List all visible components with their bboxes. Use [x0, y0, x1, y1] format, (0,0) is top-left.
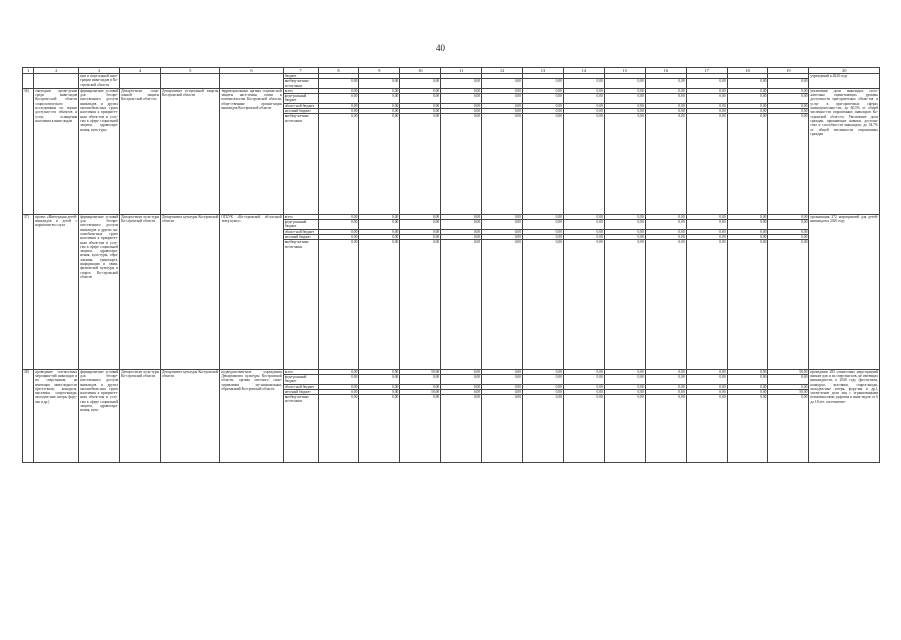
item-result: увеличение доли инвалидов, поло-жительно оцени-вающих уровень доступности при-оритетных объек-тов и услуг в при-оритетных сферах жизнедеятельно-сти, до 60,5% от общей численно-сти опрошенных инвалидов Ко-стромской обла-сти. Увеличение доли граждан, признающих навыки, достоин-ства и способно-сти инвалидов, до 54,7% от общей численности опрошенных граждан	[809, 88, 880, 214]
cell-value: 0,00	[563, 88, 604, 93]
cell-value: 0,00	[441, 234, 482, 239]
cell-fund-source: бюджет	[283, 74, 318, 79]
item-goal: формирова-ние условий для беспре-пятственного доступа инвалидов и других маломобиль-ных групп населения к приоритет-ным объек-там и услу-гам в сфере социальной защиты, здравоохра-нения, куль-туры	[79, 88, 120, 214]
cell-value: 0,00	[318, 240, 359, 369]
item-name: проведение сов-местных мероприя-тий инвалидов и их сверстников, не имеющих инва-лидности (фести-вали, конкурсы, выставки, спарта-киады, молодеж-ные лагеря, фору-мы и др.)	[34, 369, 79, 462]
cell-value: 0,00	[482, 88, 523, 93]
cell-value: 0,00	[359, 103, 400, 108]
cell-value: 50,00	[400, 389, 441, 394]
cell-value: 0,00	[686, 389, 727, 394]
cell-value: 0,00	[645, 234, 686, 239]
cell-value: 0,00	[768, 214, 809, 219]
cell-value: 0,00	[563, 103, 604, 108]
item-responsible: Департамент со-циальной защиты Костромской области	[161, 88, 220, 214]
cell-value: 0,00	[604, 79, 645, 89]
cell-value: 0,00	[400, 79, 441, 89]
cell-value: 0,00	[441, 79, 482, 89]
cell-value: 0,00	[563, 79, 604, 89]
cell-value: 0,00	[441, 88, 482, 93]
cell-value: 0,00	[441, 240, 482, 369]
cell-value: 0,00	[359, 384, 400, 389]
cell-value: 0,00	[768, 395, 809, 462]
header-cell: 16	[645, 68, 686, 74]
cell-value: 0,00	[318, 103, 359, 108]
cell-value: 0,00	[482, 240, 523, 369]
item-executor: подведомствен-ные учреждения Департамента культуры Костромской области, органы местного само-управления му-ниципальных образований Костромской области	[220, 369, 283, 462]
cell-fund-source: всего	[283, 369, 318, 374]
cell-value: 0,00	[727, 240, 768, 369]
cell-value: 0,00	[359, 374, 400, 384]
cell-value: 0,00	[482, 109, 523, 114]
cell-value: 0,00	[318, 395, 359, 462]
cell-fund-source: област-ной бюджет	[283, 103, 318, 108]
header-cell: 18	[727, 68, 768, 74]
cell-value: 0,00	[645, 229, 686, 234]
cell-value: 0,00	[563, 369, 604, 374]
cell-value: 0,00	[318, 374, 359, 384]
cell-goal: ции и соци-альной инте-грации инва-лидов в Ко-стромской области	[80, 74, 119, 87]
cell-value: 0,00	[563, 234, 604, 239]
cell-value: 0,00	[359, 114, 400, 214]
cell-value: 0,00	[604, 88, 645, 93]
cell-value: 0,00	[604, 114, 645, 214]
cell-value: 0,00	[727, 369, 768, 374]
cell-value: 0,00	[400, 88, 441, 93]
cell-value: 0,00	[441, 114, 482, 214]
cell-value: 0,00	[645, 79, 686, 89]
cell-value: 0,00	[727, 79, 768, 89]
item-number: 36)	[23, 88, 34, 214]
cell-value: 0,00	[523, 94, 564, 104]
header-cell: 15	[604, 68, 645, 74]
cell-value: 0,00	[441, 389, 482, 394]
cell-value: 0,00	[482, 389, 523, 394]
cell-value: 0,00	[727, 88, 768, 93]
cell-value: 0,00	[400, 109, 441, 114]
header-cell: 6	[220, 68, 283, 74]
item-result: проведение 285 совместных меро-приятий инвали-дов и их сверстни-ков, не имеющих инвалидности, к 2020 году (фести-вали, конкурсы, выставки, спарта-киады, молодеж-ные лагеря, фору-мы и др.), увели-чение доли лиц с ограниченными возможностями здоровья и инва-лидов от 6 до 18 лет, систематиче-	[809, 369, 880, 462]
item-responsible: Департамент культуры Костромской области	[161, 369, 220, 462]
cell-value: 0,00	[441, 374, 482, 384]
header-cell: 20	[809, 68, 880, 74]
cell-fund-source: феде-ральный бюджет	[283, 220, 318, 230]
cell-value: 0,00	[604, 395, 645, 462]
cell-value: 0,00	[727, 94, 768, 104]
item-number: 37)	[23, 214, 34, 369]
cell-value: 0,00	[400, 234, 441, 239]
item-executor: территориальные органы социаль-ной защиты насе-ления, опеки и попечительства Костромской области, обще-ственные органи-зации инвалидов Костромской области	[220, 88, 283, 214]
cell-value: 0,00	[400, 229, 441, 234]
cell-value: 0,00	[563, 374, 604, 384]
cell-value: 0,00	[359, 229, 400, 234]
cell-name	[34, 74, 79, 89]
item-executor: ОГБУК «Ко-стромской об-ластной театр кукол»	[220, 214, 283, 369]
cell-value: 0,00	[523, 103, 564, 108]
item-name: ежегодное прове-дение среди инва-лидов Костром-ской области социологического исследования по оценке доступно-сти объектов и услуг, оснащения населения к инва-лидам	[34, 88, 79, 214]
cell-fund-source: феде-ральный бюджет	[283, 94, 318, 104]
cell-value: 0,00	[523, 229, 564, 234]
cell-value: 0,00	[727, 384, 768, 389]
cell-value: 0,00	[400, 384, 441, 389]
cell-fund-source: област-ной бюджет	[283, 384, 318, 389]
cell-value: 0,00	[359, 234, 400, 239]
cell-value: 0,00	[400, 114, 441, 214]
cell-value: 0,00	[686, 234, 727, 239]
cell-value: 0,00	[604, 220, 645, 230]
cell-value: 0,00	[523, 109, 564, 114]
cell-value: 50,00	[768, 389, 809, 394]
header-cell: 17	[686, 68, 727, 74]
cell-value: 0,00	[604, 389, 645, 394]
cell-value: 0,00	[604, 240, 645, 369]
item-customer: Департа-мент соци-альной защиты Костром-ской обла-сти	[120, 88, 161, 214]
cell-value: 0,00	[563, 384, 604, 389]
cell-value: 0,00	[604, 369, 645, 374]
cell-value: 0,00	[686, 79, 727, 89]
cell-value: 0,00	[563, 94, 604, 104]
cell-fund-source: внебюд-жетные источ-ники	[283, 395, 318, 462]
cell-value: 0,00	[604, 234, 645, 239]
cell-value: 0,00	[482, 395, 523, 462]
cell-value: 0,00	[441, 369, 482, 374]
cell-value: 0,00	[523, 369, 564, 374]
item-goal: формирова-ние условий для беспре-пятственного доступа инвалидов и других ма-ломобиль-ных групп населения к приоритет-ным объек-там и услу-гам в сфере социальной защиты, здравоохра-нения, куль-туры, обра-зования, транспорта, информации и связи, физической культуры и спорта Ко-стромской области	[79, 214, 120, 369]
cell-value: 0,00	[359, 369, 400, 374]
cell-value: 0,00	[318, 389, 359, 394]
cell-value: 0,00	[400, 214, 441, 219]
cell-value: 0,00	[523, 214, 564, 219]
cell-value: 0,00	[768, 374, 809, 384]
cell-value: 0,00	[686, 114, 727, 214]
header-cell: 2	[34, 68, 79, 74]
cell-value: 0,00	[768, 103, 809, 108]
cell-value: 0,00	[604, 103, 645, 108]
cell-value: 0,00	[441, 384, 482, 389]
cell-value: 0,00	[727, 229, 768, 234]
cell-value: 50,00	[400, 369, 441, 374]
cell-value: 0,00	[318, 229, 359, 234]
cell-value: 0,00	[727, 374, 768, 384]
header-cell: 1	[23, 68, 34, 74]
cell-value: 0,00	[318, 88, 359, 93]
cell-value: 0,00	[645, 214, 686, 219]
cell-value: 0,00	[645, 389, 686, 394]
cell-value: 0,00	[441, 229, 482, 234]
cell-value: 0,00	[686, 374, 727, 384]
cell-value: 0,00	[359, 389, 400, 394]
cell-value: 0,00	[441, 109, 482, 114]
cell-value: 0,00	[563, 389, 604, 394]
cell-value: 0,00	[482, 229, 523, 234]
program-table	[22, 67, 880, 463]
cell-value: 0,00	[523, 220, 564, 230]
header-cell: 14	[563, 68, 604, 74]
cell-value: 0,00	[359, 240, 400, 369]
cell-value: 0,00	[645, 374, 686, 384]
cell-value: 0,00	[727, 114, 768, 214]
cell-value: 0,00	[523, 384, 564, 389]
cell-value: 0,00	[645, 103, 686, 108]
cell-value: 0,00	[482, 94, 523, 104]
cell-value: 0,00	[768, 220, 809, 230]
table-body	[23, 68, 880, 463]
cell-value: 0,00	[645, 88, 686, 93]
cell-value: 0,00	[686, 88, 727, 93]
cell-value: 0,00	[441, 103, 482, 108]
cell-value: 0,00	[645, 240, 686, 369]
cell-fund-source: внебюд-жетные источ-ники	[283, 240, 318, 369]
cell-value: 0,00	[523, 240, 564, 369]
cell-value: 0,00	[318, 214, 359, 219]
cell-value: 0,00	[768, 229, 809, 234]
cell-value: 0,00	[441, 94, 482, 104]
cell-value: 0,00	[727, 389, 768, 394]
cell-value: 0,00	[318, 234, 359, 239]
cell-value: 0,00	[686, 384, 727, 389]
cell-value: 0,00	[727, 395, 768, 462]
cell-value: 0,00	[563, 240, 604, 369]
cell-value: 0,00	[400, 94, 441, 104]
cell-value: 0,00	[482, 220, 523, 230]
cell-value: 0,00	[768, 79, 809, 89]
cell-value: 0,00	[359, 94, 400, 104]
cell-value: 0,00	[686, 94, 727, 104]
cell-value: 0,00	[318, 384, 359, 389]
cell-value: 0,00	[686, 395, 727, 462]
cell-value: 0,00	[359, 88, 400, 93]
cell-value: 0,00	[482, 234, 523, 239]
cell-value: 0,00	[400, 220, 441, 230]
cell-value: 0,00	[318, 369, 359, 374]
cell-value: 50,00	[768, 369, 809, 374]
item-customer: Департа-мент куль-туры Ко-стромской области	[120, 214, 161, 369]
cell-value: 0,00	[400, 374, 441, 384]
cell-value: 0,00	[686, 214, 727, 219]
cell-value: 0,00	[482, 114, 523, 214]
cell-value: 0,00	[768, 240, 809, 369]
item-goal: формирова-ние условий для беспре-пятственного доступа инвалидов и других маломобиль-ных групп населения к приоритет-ным объек-там и услу-гам в сфере социальной защиты, здравоохра-нения, куль-	[79, 369, 120, 462]
cell-value: 0,00	[768, 109, 809, 114]
cell-value: 0,00	[318, 114, 359, 214]
cell-value: 0,00	[400, 103, 441, 108]
item-responsible: Департамент культуры Костромской области	[161, 214, 220, 369]
cell-value: 0,00	[727, 234, 768, 239]
cell-value: 0,00	[482, 214, 523, 219]
cell-customer	[120, 74, 161, 89]
cell-value: 0,00	[482, 103, 523, 108]
cell-num	[23, 74, 34, 89]
cell-value: 0,00	[359, 395, 400, 462]
cell-fund-source: феде-ральный бюджет	[283, 374, 318, 384]
cell-value: 0,00	[604, 214, 645, 219]
cell-value: 0,00	[686, 220, 727, 230]
cell-fund-source: всего	[283, 214, 318, 219]
cell-value: 0,00	[482, 384, 523, 389]
cell-value: 0,00	[523, 234, 564, 239]
cell-value: 0,00	[645, 94, 686, 104]
cell-fund-source: област-ной бюджет	[283, 229, 318, 234]
cell-value: 0,00	[727, 109, 768, 114]
cell-value: 0,00	[563, 395, 604, 462]
cell-value: 0,00	[645, 114, 686, 214]
cell-executor	[220, 74, 283, 89]
cell-value: 0,00	[400, 395, 441, 462]
header-cell: 9	[359, 68, 400, 74]
cell-value: 0,00	[318, 220, 359, 230]
cell-value: 0,00	[318, 109, 359, 114]
cell-value: 0,00	[523, 389, 564, 394]
cell-value: 0,00	[686, 103, 727, 108]
cell-value: 0,00	[441, 220, 482, 230]
cell-value: 0,00	[768, 384, 809, 389]
cell-value: 0,00	[645, 384, 686, 389]
cell-value: 0,00	[645, 109, 686, 114]
header-cell: 4	[120, 68, 161, 74]
header-cell: 19	[768, 68, 809, 74]
cell-value: 0,00	[768, 114, 809, 214]
header-cell: 3	[79, 68, 120, 74]
cell-fund-source: местный бюджет	[283, 389, 318, 394]
cell-fund-source: местный бюджет	[283, 109, 318, 114]
cell-value: 0,00	[604, 384, 645, 389]
header-cell: 10	[400, 68, 441, 74]
cell-value: 0,00	[604, 109, 645, 114]
cell-value: 0,00	[441, 395, 482, 462]
header-cell: 12	[482, 68, 523, 74]
cell-value: 0,00	[563, 214, 604, 219]
cell-value: 0,00	[318, 79, 359, 89]
page-number: 40	[436, 43, 445, 53]
cell-value: 0,00	[768, 234, 809, 239]
cell-value: 0,00	[359, 214, 400, 219]
cell-value: 0,00	[563, 109, 604, 114]
cell-value: 0,00	[727, 220, 768, 230]
cell-value: 0,00	[686, 240, 727, 369]
cell-value: 0,00	[686, 109, 727, 114]
header-cell: 13	[523, 68, 564, 74]
cell-value: 0,00	[523, 79, 564, 89]
cell-value: 0,00	[563, 220, 604, 230]
cell-value: 0,00	[482, 374, 523, 384]
cell-value: 0,00	[686, 369, 727, 374]
item-number: 38)	[23, 369, 34, 462]
item-customer: Департа-мент куль-туры Ко-стромской области	[120, 369, 161, 462]
cell-value: 0,00	[359, 109, 400, 114]
cell-value: 0,00	[604, 94, 645, 104]
cell-value: 0,00	[768, 94, 809, 104]
cell-value: 0,00	[727, 103, 768, 108]
cell-value: 0,00	[359, 220, 400, 230]
header-cell: 5	[161, 68, 220, 74]
cell-value: 0,00	[604, 229, 645, 234]
cell-value: 0,00	[563, 114, 604, 214]
cell-result: учреждений к 2020 году	[809, 74, 880, 89]
cell-value: 0,00	[523, 395, 564, 462]
cell-value: 0,00	[400, 240, 441, 369]
cell-fund-source: местный бюджет	[283, 234, 318, 239]
cell-value: 0,00	[482, 79, 523, 89]
cell-value: 0,00	[523, 374, 564, 384]
header-cell: 11	[441, 68, 482, 74]
item-result: организация 372 мероприятий для детей-инвалидов к 2020 году	[809, 214, 880, 369]
cell-value: 0,00	[441, 214, 482, 219]
cell-value: 0,00	[523, 114, 564, 214]
cell-fund-source: внебюд-жетные источ-ники	[283, 114, 318, 214]
cell-value: 0,00	[318, 94, 359, 104]
cell-responsible	[161, 74, 220, 89]
cell-fund-source: внебюд-жетные источ-ники	[283, 79, 318, 89]
cell-value: 0,00	[604, 374, 645, 384]
header-cell: 8	[318, 68, 359, 74]
cell-value: 0,00	[686, 229, 727, 234]
cell-value: 0,00	[482, 369, 523, 374]
cell-value: 0,00	[645, 369, 686, 374]
header-cell: 7	[283, 68, 318, 74]
cell-fund-source: всего	[283, 88, 318, 93]
cell-value: 0,00	[523, 88, 564, 93]
cell-value: 0,00	[645, 395, 686, 462]
cell-value: 0,00	[645, 220, 686, 230]
cell-value: 0,00	[359, 79, 400, 89]
item-name: проект «Интеграция детей-инвалидов и детей с нарушени-ем слуха	[34, 214, 79, 369]
cell-value: 0,00	[727, 214, 768, 219]
cell-value: 0,00	[563, 229, 604, 234]
cell-value: 0,00	[768, 88, 809, 93]
